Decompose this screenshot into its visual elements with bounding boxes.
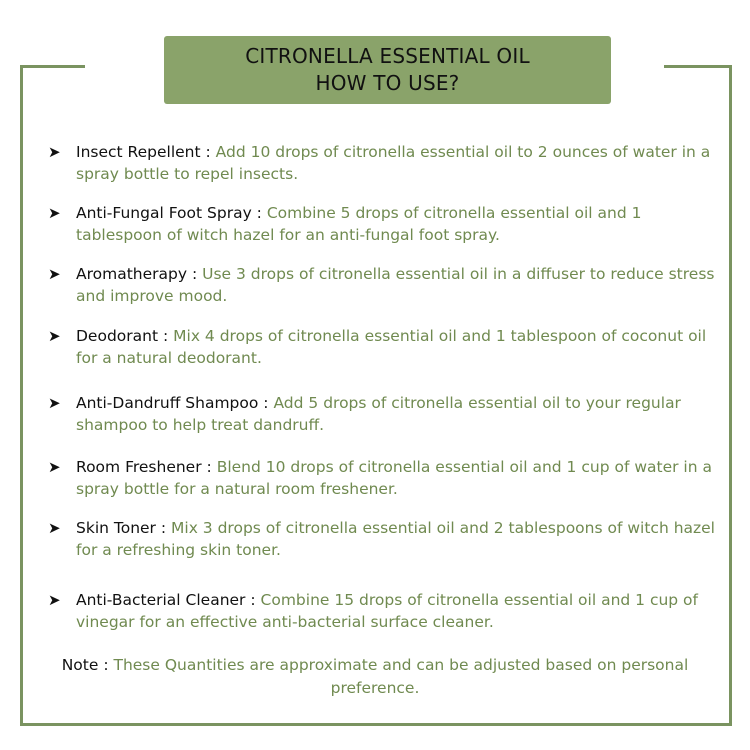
- arrow-bullet-icon: ➤: [48, 591, 61, 609]
- item-text: Blend 10 drops of citronella essential oil and 1 cup of water in a spray bottle for a natural room freshener.: [76, 458, 712, 498]
- frame-top-right-line: [664, 65, 732, 68]
- arrow-bullet-icon: ➤: [48, 204, 61, 222]
- frame-left-line: [20, 65, 23, 726]
- item-text: Use 3 drops of citronella essential oil in a diffuser to reduce stress and improve mood.: [76, 265, 715, 305]
- title-banner: [164, 36, 611, 104]
- frame-right-line: [729, 65, 732, 726]
- item-text: Mix 3 drops of citronella essential oil and 2 tablespoons of witch hazel for a refreshing skin toner.: [76, 519, 715, 559]
- item-text: Add 5 drops of citronella essential oil to your regular shampoo to help treat dandruff.: [76, 394, 681, 434]
- item-text: Combine 5 drops of citronella essential oil and 1 tablespoon of witch hazel for an anti-fungal foot spray.: [76, 204, 642, 244]
- item-label: Anti-Bacterial Cleaner :: [76, 591, 256, 609]
- arrow-bullet-icon: ➤: [48, 394, 61, 412]
- page-title-line2: HOW TO USE?: [315, 71, 460, 95]
- frame-top-left-line: [20, 65, 85, 68]
- arrow-bullet-icon: ➤: [48, 143, 61, 161]
- arrow-bullet-icon: ➤: [48, 327, 61, 345]
- item-label: Room Freshener :: [76, 458, 212, 476]
- item-label: Deodorant :: [76, 327, 169, 345]
- item-label: Skin Toner :: [76, 519, 167, 537]
- note: [40, 654, 710, 700]
- item-label: Anti-Dandruff Shampoo :: [76, 394, 269, 412]
- arrow-bullet-icon: ➤: [48, 519, 61, 537]
- note-text: These Quantities are approximate and can be adjusted based on personal preference.: [113, 656, 689, 697]
- item-text: Combine 15 drops of citronella essential oil and 1 cup of vinegar for an effective anti-bacterial surface cleaner.: [76, 591, 698, 631]
- item-text: Add 10 drops of citronella essential oil to 2 ounces of water in a spray bottle to repel insects.: [76, 143, 711, 183]
- note-label: Note :: [61, 656, 109, 674]
- arrow-bullet-icon: ➤: [48, 265, 61, 283]
- item-label: Anti-Fungal Foot Spray :: [76, 204, 262, 222]
- page-title-line1: CITRONELLA ESSENTIAL OIL: [245, 44, 530, 68]
- item-label: Aromatherapy :: [76, 265, 198, 283]
- item-text: Mix 4 drops of citronella essential oil and 1 tablespoon of coconut oil for a natural deodorant.: [76, 327, 707, 367]
- item-label: Insect Repellent :: [76, 143, 211, 161]
- frame-bottom-line: [20, 723, 732, 726]
- arrow-bullet-icon: ➤: [48, 458, 61, 476]
